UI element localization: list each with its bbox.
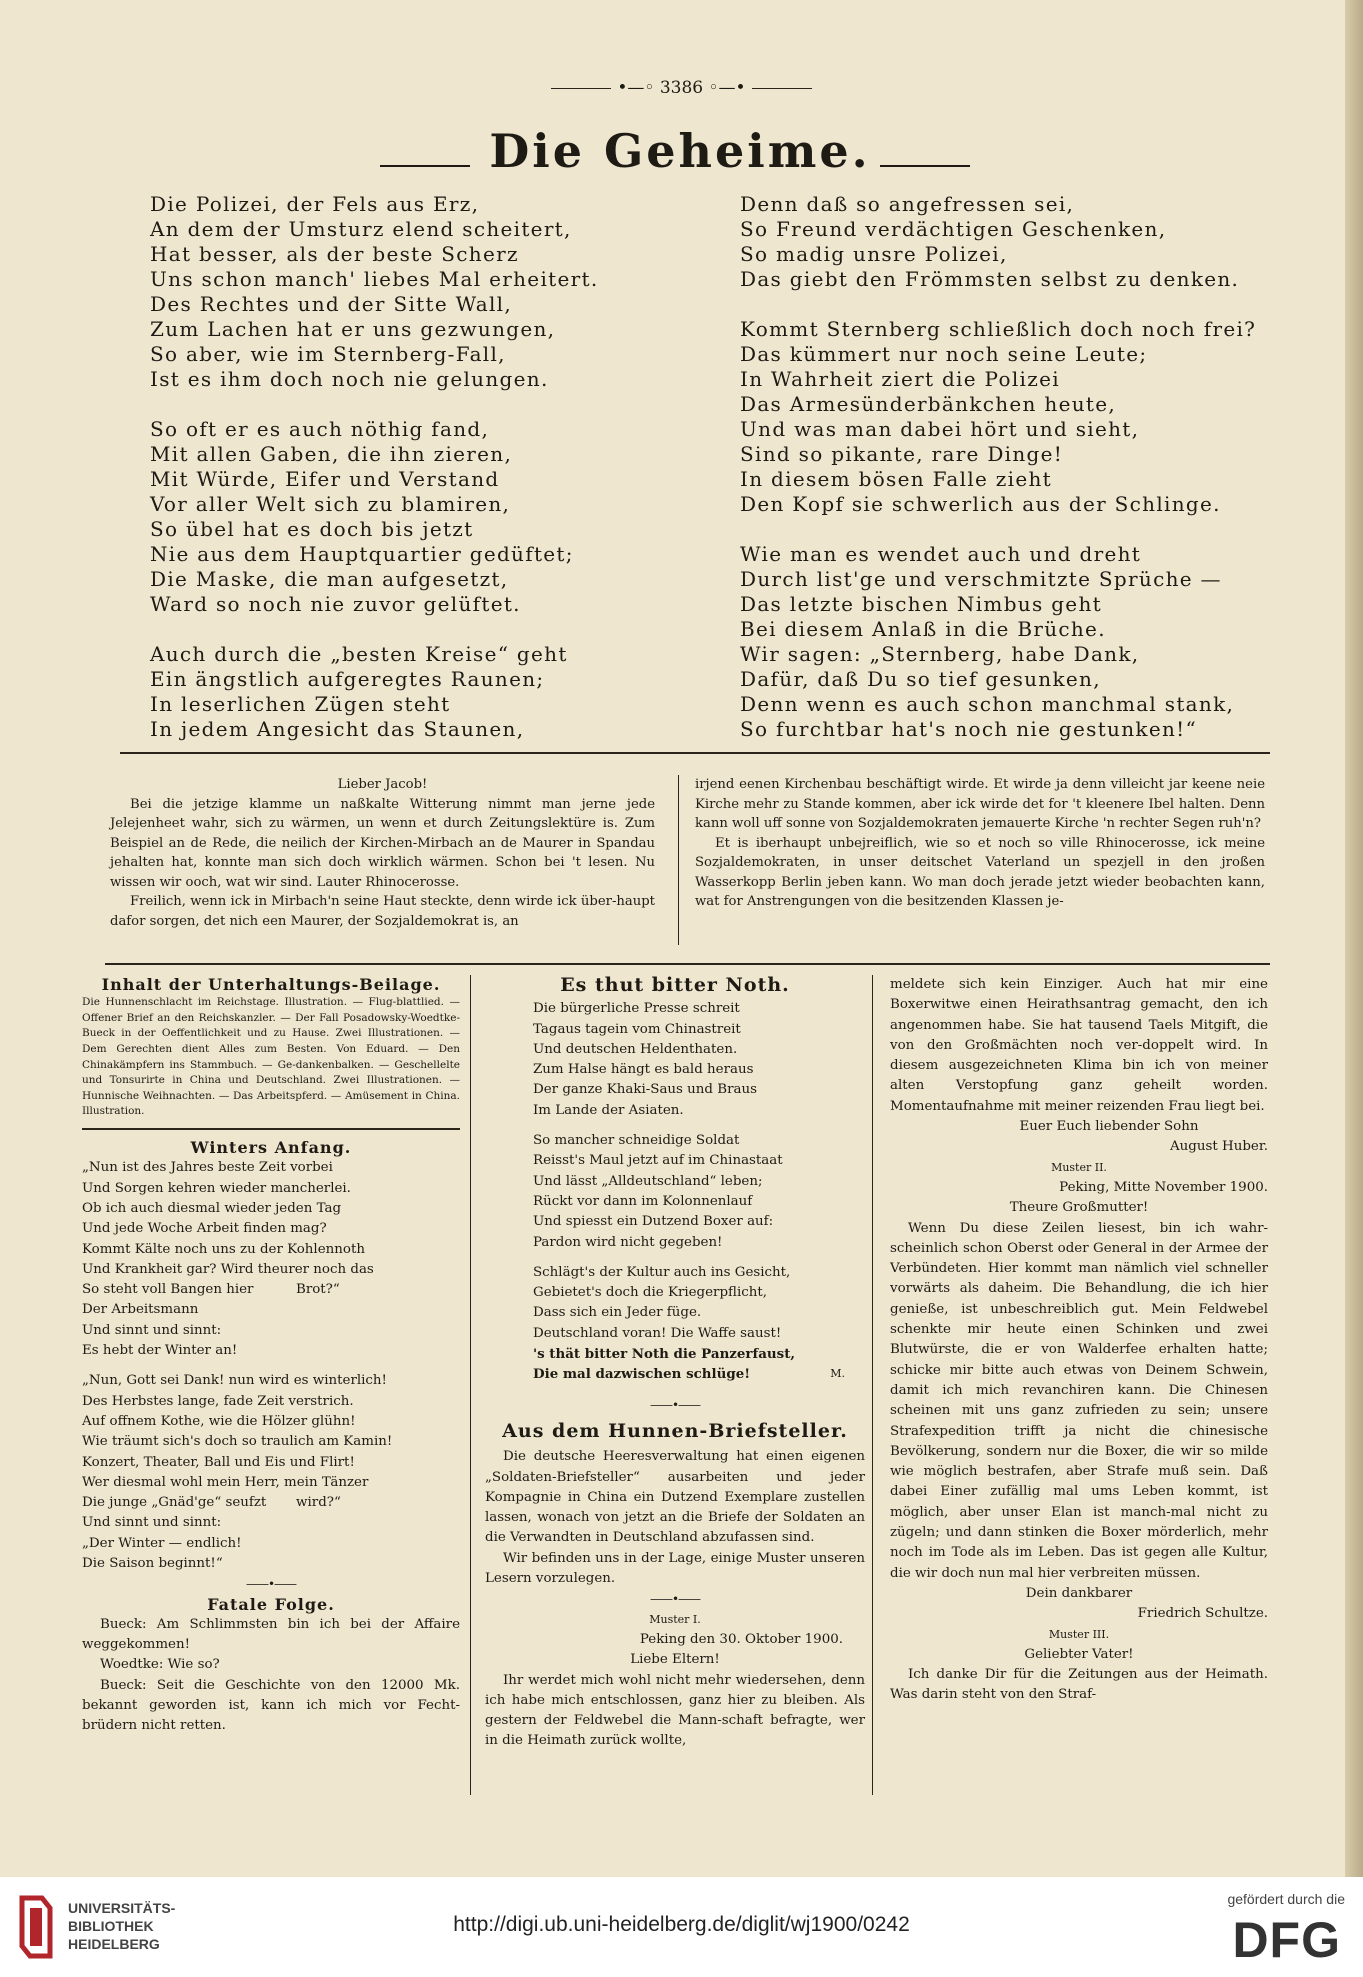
document-url[interactable]: http://digi.ub.uni-heidelberg.de/diglit/wj1900/0242 <box>453 1913 910 1936</box>
section-divider <box>105 963 1270 965</box>
poem-line: Ein ängstlich aufgeregtes Raunen; <box>150 667 545 691</box>
poem-line: In leserlichen Zügen steht <box>150 692 451 716</box>
verse-line: Pardon wird nicht gegeben! <box>533 1234 723 1250</box>
noth-stanza-3 <box>485 1263 865 1344</box>
poem-stanza <box>150 642 598 742</box>
winter-heading: Winters Anfang. <box>190 1138 352 1158</box>
verse-line: Und deutschen Heldenthaten. <box>533 1041 738 1057</box>
letter-right-column <box>695 775 1265 912</box>
letter-paragraph: Bei die jetzige klamme un naßkalte Witterung nimmt man jerne jede Jelejenheet wahr, sich zu wärmen, un wenn et durch Zeitungslektüre is. Zum Beispiel an de Rede, die neilich der Kirchen-Mirbach an de Maurer in Spandau jehalten hat, konnte man sich doch wirklich wärmen. Schon bei 't lesen. Nu wissen wir ooch, wat wir sind. Lauter Rhinocerosse. <box>110 796 655 890</box>
verse-line: Des Herbstes lange, fade Zeit verstrich. <box>82 1393 354 1409</box>
poem-line: So furchtbar hat's noch nie gestunken!“ <box>740 717 1197 741</box>
page-edge <box>1345 0 1363 1877</box>
dfg-logo: DFG <box>1232 1912 1341 1968</box>
noth-stanza-1 <box>485 999 865 1121</box>
letter-left-column <box>110 775 655 931</box>
poem-line: Wir sagen: „Sternberg, habe Dank, <box>740 642 1140 666</box>
verse-line: Es hebt der Winter an! <box>82 1343 238 1359</box>
poem-line: Das giebt den Frömmsten selbst zu denken. <box>740 267 1240 291</box>
verse-line: So steht voll Bangen hier Brot?“ <box>82 1282 340 1298</box>
verse-line: Und lässt „Alldeutschland“ leben; <box>533 1173 763 1189</box>
poem-line: An dem der Umsturz elend scheitert, <box>150 217 572 241</box>
poem-line: Die Polizei, der Fels aus Erz, <box>150 192 480 216</box>
verse-line: „Nun ist des Jahres beste Zeit vorbei <box>82 1160 333 1176</box>
poem-line: So madig unsre Polizei, <box>740 242 1008 266</box>
library-name-line: BIBLIOTHEK <box>68 1918 154 1934</box>
hunnen-intro: Die deutsche Heeresverwaltung hat einen eigenen „Soldaten-Briefsteller“ ausarbeiten und jeder Kompagnie in China ein Dutzend Exemplare zustellen lassen, wonach von jetzt an die Briefe der Soldaten an die Verwandten in Deutschland abzufassen sind. <box>485 1449 865 1546</box>
verse-line: Schlägt's der Kultur auch ins Gesicht, <box>533 1264 791 1280</box>
muster-label: Muster II. <box>1051 1160 1107 1174</box>
poem-line: Des Rechtes und der Sitte Wall, <box>150 292 512 316</box>
letter-paragraph: Et is iberhaupt unbejreiflich, wie so et noch so ville Rhinocerosse, ick meine Sozjaldemokraten, in unser deitschet Vaterland un spezjell in den jroßen Wasserkopp Berlin jeben kann. Wo man doch jerade jetzt wieder beobachten kann, wat for Anstrengungen von die besitzenden Klassen je- <box>695 835 1265 909</box>
letter-paragraph: Freilich, wenn ick in Mirbach'n seine Haut steckte, denn wirde ick über-haupt dafor sorgen, det nich een Maurer, der Sozjaldemokrat is, an <box>110 894 655 929</box>
dialogue-line: Bueck: Seit die Geschichte von den 12000 Mk. bekannt geworden ist, kann ich mich vor Fecht-brüdern nicht retten. <box>82 1677 460 1734</box>
contents-heading: Inhalt der Unterhaltungs-Beilage. <box>101 975 441 994</box>
noth-stanza-2 <box>485 1131 865 1253</box>
verse-line: Und Krankheit gar? Wird theurer noch das <box>82 1261 374 1277</box>
verse-line: Reisst's Maul jetzt auf im Chinastaat <box>533 1153 783 1169</box>
poem-line: In jedem Angesicht das Staunen, <box>150 717 525 741</box>
poem-stanza <box>740 317 1256 517</box>
verse-line: Ob ich auch diesmal wieder jeden Tag <box>82 1200 342 1216</box>
poem-line: Das kümmert nur noch seine Leute; <box>740 342 1148 366</box>
verse-line: Und sinnt und sinnt: <box>82 1322 222 1338</box>
muster-greeting: Liebe Eltern! <box>630 1652 720 1668</box>
verse-line: Wer diesmal wohl mein Herr, mein Tänzer <box>82 1474 369 1490</box>
poem-line: Das letzte bischen Nimbus geht <box>740 592 1102 616</box>
poem-line: Den Kopf sie schwerlich aus der Schlinge. <box>740 492 1221 516</box>
viewer-footer <box>0 1877 1363 1977</box>
poem-line: Wie man es wendet auch und dreht <box>740 542 1142 566</box>
winter-stanza-1 <box>82 1158 460 1361</box>
verse-line: Im Lande der Asiaten. <box>533 1102 684 1118</box>
page-number: 3386 <box>659 78 704 98</box>
funder-label: gefördert durch die <box>1227 1891 1345 1907</box>
muster-text: Ich danke Dir für die Zeitungen aus der Heimath. Was darin steht von den Straf- <box>890 1667 1268 1703</box>
verse-line: Deutschland voran! Die Waffe saust! <box>533 1325 782 1341</box>
ornament: ——•—— <box>245 1577 297 1592</box>
noth-signature: M. <box>830 1367 845 1381</box>
verse-line: Auf offnem Kothe, wie die Hölzer glühn! <box>82 1413 356 1429</box>
muster-text: Wenn Du diese Zeilen liesest, bin ich wahr-scheinlich schon Oberst oder General in der Armee der Verbündeten. Hier kommt man nämlich viel schneller vorwärts als daheim. Die Behandlung, die ich hier genieße, ist unbeschreiblich gut. Mein Feldwebel schenkte mir heute einen Schinken und zwei Blutwürste, die er von Walderfee erhalten hatte; schicke mir bitte auch etwas von Deinem Schwein, damit ich mich revanchiren kann. Die Chinesen scheinen mit uns ganz zufrieden zu sein; unsere Strafexpedition trifft ja nicht die chinesische Bevölkerung, sondern nur die Boxer, die wir so milde wie möglich bestrafen, aber Strafe muß sein. Daß dabei Einer zufällig mal ums Leben kommt, ist möglich, aber unser Elan ist manch-mal nicht zu zügeln; und dann stinken die Boxer mörderlich, mehr noch im Tode als im Leben. Das ist gegen alle Kultur, die wir doch nun mal hier verbreiten müssen. <box>890 1220 1268 1581</box>
verse-line: Tagaus tagein vom Chinastreit <box>533 1021 741 1037</box>
verse-line: Rückt vor dann im Kolonnenlauf <box>533 1193 753 1209</box>
winter-stanza-2 <box>82 1371 460 1574</box>
letter-signature: Friedrich Schultze. <box>1137 1606 1268 1622</box>
poem-line: Denn wenn es auch schon manchmal stank, <box>740 692 1235 716</box>
letter-salutation: Lieber Jacob! <box>337 777 428 792</box>
column-2 <box>485 975 865 1752</box>
letter-paragraph: irjend eenen Kirchenbau beschäftigt wirde. Et wirde ja denn villeicht jar keene neie Kirche mehr zu Stande kommen, aber ick wirde det for 't kleenere Ibel halten. Denn kann woll uff sonne von Sozjaldemokraten jemauerte Kirche 'n rechter Segen ruh'n? <box>695 777 1265 831</box>
poem-line: Die Maske, die man aufgesetzt, <box>150 567 509 591</box>
poem-line: Auch durch die „besten Kreise“ geht <box>150 642 568 666</box>
verse-line: Der ganze Khaki-Saus und Braus <box>533 1082 757 1098</box>
poem-line: Zum Lachen hat er uns gezwungen, <box>150 317 556 341</box>
muster-greeting: Geliebter Vater! <box>1024 1646 1134 1662</box>
library-name-line: HEIDELBERG <box>68 1936 160 1952</box>
hunnen-intro: Wir befinden uns in der Lage, einige Muster unseren Lesern vorzulegen. <box>485 1550 865 1587</box>
verse-line: Gebietet's doch die Kriegerpflicht, <box>533 1285 768 1301</box>
letter-signature: August Huber. <box>1170 1139 1268 1155</box>
verse-line: Die junge „Gnäd'ge“ seufzt wird?“ <box>82 1495 341 1511</box>
column-3 <box>890 975 1268 1706</box>
noth-heading: Es thut bitter Noth. <box>560 974 790 996</box>
verse-line: Der Arbeitsmann <box>82 1302 199 1318</box>
letter-closing: Euer Euch liebender Sohn <box>1019 1119 1199 1135</box>
poem-line: So übel hat es doch bis jetzt <box>150 517 474 541</box>
poem-title-block <box>380 124 980 184</box>
poem-left-column <box>150 192 598 767</box>
poem-stanza <box>150 417 598 617</box>
verse-line: Die Saison beginnt!“ <box>82 1555 223 1571</box>
muster-text: Ihr werdet mich wohl nicht mehr wiedersehen, denn ich habe mich entschlossen, ganz hier zu bleiben. Als gestern der Feldwebel die Mann-schaft befragte, wer in die Heimath zurück wollte, <box>485 1672 865 1749</box>
poem-line: Hat besser, als der beste Scherz <box>150 242 519 266</box>
verse-line: So mancher schneidige Soldat <box>533 1133 740 1149</box>
verse-line: Kommt Kälte noch uns zu der Kohlennoth <box>82 1241 365 1257</box>
noth-bold-line: Die mal dazwischen schlüge! M. <box>533 1364 865 1384</box>
verse-line: Und spiesst ein Dutzend Boxer auf: <box>533 1214 774 1230</box>
hunnen-heading: Aus dem Hunnen-Briefsteller. <box>502 1419 848 1442</box>
library-name-line: UNIVERSITÄTS- <box>68 1900 176 1916</box>
ornament: ——•—— <box>649 1592 701 1607</box>
column-rule <box>872 975 873 1795</box>
poem-line: In Wahrheit ziert die Polizei <box>740 367 1060 391</box>
poem-line: Und was man dabei hört und sieht, <box>740 417 1140 441</box>
verse-line: Dass sich ein Jeder füge. <box>533 1305 702 1321</box>
dialogue-line: Bueck: Am Schlimmsten bin ich bei der Affaire weggekommen! <box>82 1616 460 1653</box>
poem-stanza <box>740 192 1256 292</box>
poem-line: Mit allen Gaben, die ihn zieren, <box>150 442 513 466</box>
poem-line: Mit Würde, Eifer und Verstand <box>150 467 500 491</box>
poem-line: Ist es ihm doch noch nie gelungen. <box>150 367 549 391</box>
fatale-dialogue <box>82 1615 460 1737</box>
column-rule <box>678 775 679 945</box>
poem-line: In diesem bösen Falle zieht <box>740 467 1052 491</box>
poem-line: Das Armesünderbänkchen heute, <box>740 392 1117 416</box>
verse-line: Die bürgerliche Presse schreit <box>533 1001 740 1017</box>
verse-line: „Der Winter — endlich! <box>82 1535 242 1551</box>
poem-line: So oft er es auch nöthig fand, <box>150 417 490 441</box>
verse-line: Und jede Woche Arbeit finden mag? <box>82 1221 327 1237</box>
poem-line: Kommt Sternberg schließlich doch noch frei? <box>740 317 1257 341</box>
letter-text: meldete sich kein Einziger. Auch hat mir eine Boxerwitwe einen Heirathsantrag gemacht, den ich angenommen habe. Sie hat tausend Taels Mitgift, die von den Großmächten noch ver-doppelt wird. In diesem ausgezeichneten Klima bin ich von meiner alten Verstopfung ganz geheilt worden. Momentaufnahme mit meiner reizenden Frau liegt bei. <box>890 977 1268 1114</box>
verse-line: Und Sorgen kehren wieder mancherlei. <box>82 1180 351 1196</box>
poem-line: Bei diesem Anlaß in die Brüche. <box>740 617 1106 641</box>
poem-stanza <box>740 542 1256 742</box>
section-divider <box>120 752 1270 754</box>
poem-title: Die Geheime. <box>489 124 871 178</box>
page-number-line: •—◦ 3386 ◦—• <box>0 78 1363 98</box>
divider <box>82 1128 460 1130</box>
verse-line: „Nun, Gott sei Dank! nun wird es winterlich! <box>82 1373 387 1389</box>
verse-line: Und sinnt und sinnt: <box>82 1515 222 1531</box>
verse-line: Konzert, Theater, Ball und Eis und Flirt! <box>82 1454 355 1470</box>
muster-label: Muster I. <box>649 1612 701 1626</box>
poem-line: Ward so noch nie zuvor gelüftet. <box>150 592 521 616</box>
poem-line: Nie aus dem Hauptquartier gedüftet; <box>150 542 574 566</box>
muster-date: Peking den 30. Oktober 1900. <box>639 1631 843 1647</box>
poem-line: Dafür, daß Du so tief gesunken, <box>740 667 1101 691</box>
verse-line: Zum Halse hängt es bald heraus <box>533 1062 754 1078</box>
poem-line: Uns schon manch' liebes Mal erheitert. <box>150 267 599 291</box>
verse-line: Wie träumt sich's doch so traulich am Kamin! <box>82 1434 393 1450</box>
muster-label: Muster III. <box>1048 1627 1110 1641</box>
poem-line: Denn daß so angefressen sei, <box>740 192 1075 216</box>
poem-line: So aber, wie im Sternberg-Fall, <box>150 342 506 366</box>
poem-line: So Freund verdächtigen Geschenken, <box>740 217 1167 241</box>
poem-line: Durch list'ge und verschmitzte Sprüche — <box>740 567 1222 591</box>
fatale-heading: Fatale Folge. <box>207 1594 335 1614</box>
poem-line: Vor aller Welt sich zu blamiren, <box>150 492 511 516</box>
poem-stanza <box>150 192 598 392</box>
noth-bold-line: 's thät bitter Noth die Panzerfaust, <box>533 1346 796 1363</box>
poem-right-column <box>740 192 1256 767</box>
column-1 <box>82 975 460 1737</box>
poem-line: Sind so pikante, rare Dinge! <box>740 442 1064 466</box>
letter-closing: Dein dankbarer <box>1025 1585 1133 1601</box>
muster-greeting: Theure Großmutter! <box>1009 1200 1149 1216</box>
ornament: ——•—— <box>649 1397 701 1412</box>
muster-date: Peking, Mitte November 1900. <box>1059 1179 1268 1195</box>
dialogue-line: Woedtke: Wie so? <box>100 1657 220 1673</box>
contents-text: Die Hunnenschlacht im Reichstage. Illustration. — Flug-blattlied. — Offener Brief an den Reichskanzler. — Der Fall Posadowsky-Woedtke-Bueck in der Oeffentlichkeit und zu Hause. Zwei Illustrationen. — Dem Gerechten dient Alles zum Besten. Von Eduard. — Den Chinakämpfern ins Stammbuch. — Ge-dankenbalken. — Geschellelte und Tonsurirte in China und Deutschland. Zwei Illustrationen. — Hunnische Weihnachten. — Das Arbeitspferd. — Amüsement in China. Illustration. <box>82 996 460 1118</box>
column-rule <box>470 975 471 1795</box>
